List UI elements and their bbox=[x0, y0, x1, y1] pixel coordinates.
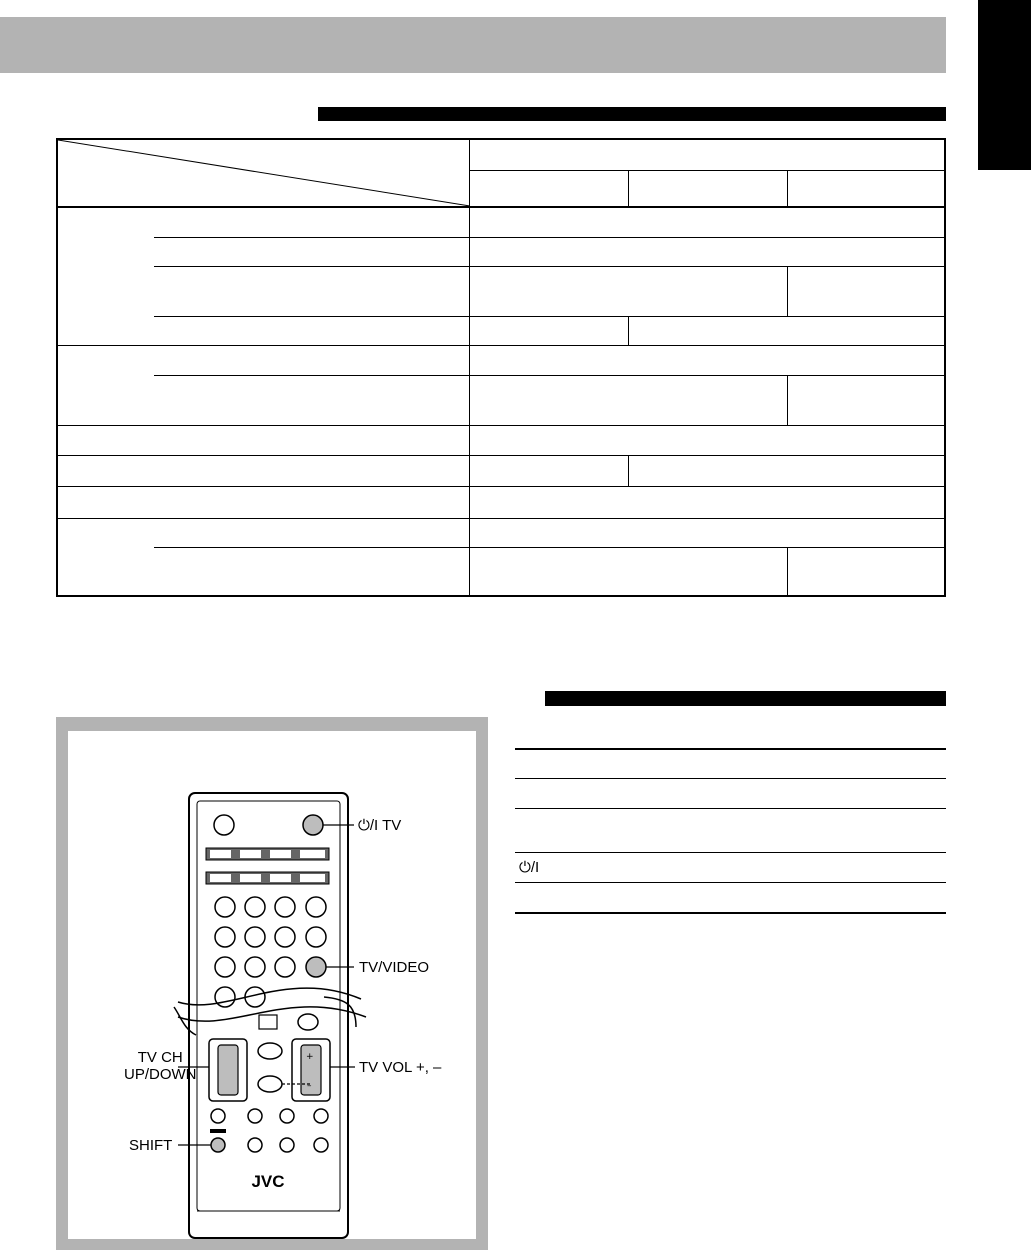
table-row-rule bbox=[58, 425, 946, 426]
table-row-rule bbox=[154, 375, 946, 376]
tv-ch-rocker[interactable] bbox=[218, 1045, 238, 1095]
table-row-rule bbox=[58, 455, 946, 456]
tv-power-button[interactable] bbox=[303, 815, 323, 835]
tv-ch-label-line1: TV CH bbox=[137, 1049, 183, 1066]
table-value-divider bbox=[628, 455, 629, 486]
language-side-tab bbox=[978, 0, 1031, 170]
shift-label: SHIFT bbox=[129, 1137, 173, 1154]
function-table-rule bbox=[515, 912, 946, 914]
table-column-divider bbox=[469, 140, 470, 595]
source-button-row[interactable] bbox=[206, 872, 329, 884]
table-subcol-divider bbox=[787, 170, 788, 207]
table-subcol-divider bbox=[628, 170, 629, 207]
function-table-rule bbox=[515, 852, 946, 853]
table-header-rule bbox=[469, 170, 946, 171]
table-value-divider bbox=[787, 547, 788, 595]
tv-ch-label bbox=[124, 1049, 197, 1083]
section-heading-bar bbox=[545, 691, 946, 706]
power-button-left[interactable] bbox=[214, 815, 234, 835]
vol-plus-icon: + bbox=[306, 1052, 314, 1062]
table-value-divider bbox=[787, 266, 788, 316]
table-row-rule bbox=[58, 518, 946, 519]
remote-control-illustration bbox=[56, 717, 488, 1250]
table-row-rule bbox=[58, 206, 946, 208]
tv-power-label: ⏻/I TV bbox=[358, 817, 402, 834]
tv-vol-label: TV VOL +, – bbox=[359, 1059, 442, 1076]
vol-minus-icon: – bbox=[307, 1081, 312, 1091]
table-row-rule bbox=[58, 486, 946, 487]
table-row-rule bbox=[154, 237, 946, 238]
tv-ch-label-line2: UP/DOWN bbox=[124, 1066, 197, 1083]
spec-table bbox=[56, 138, 946, 597]
page-header-band bbox=[0, 17, 946, 73]
shift-button[interactable] bbox=[211, 1138, 225, 1152]
table-row-rule bbox=[154, 547, 946, 548]
power-symbol-label: ⏻/I bbox=[519, 859, 540, 876]
jvc-logo: JVC bbox=[251, 1172, 285, 1191]
function-table-rule bbox=[515, 808, 946, 809]
table-header-diagonal bbox=[58, 140, 470, 208]
section-heading-bar bbox=[318, 107, 946, 121]
tv-video-button[interactable] bbox=[306, 957, 326, 977]
tv-video-label: TV/VIDEO bbox=[359, 959, 430, 976]
function-table-rule bbox=[515, 882, 946, 883]
table-value-divider bbox=[628, 316, 629, 345]
source-button-row[interactable] bbox=[206, 848, 329, 860]
function-table-rule bbox=[515, 748, 946, 750]
function-table-rule bbox=[515, 778, 946, 779]
table-row-rule bbox=[154, 266, 946, 267]
table-row-rule bbox=[58, 345, 946, 346]
table-value-divider bbox=[787, 375, 788, 425]
table-row-rule bbox=[154, 316, 946, 317]
